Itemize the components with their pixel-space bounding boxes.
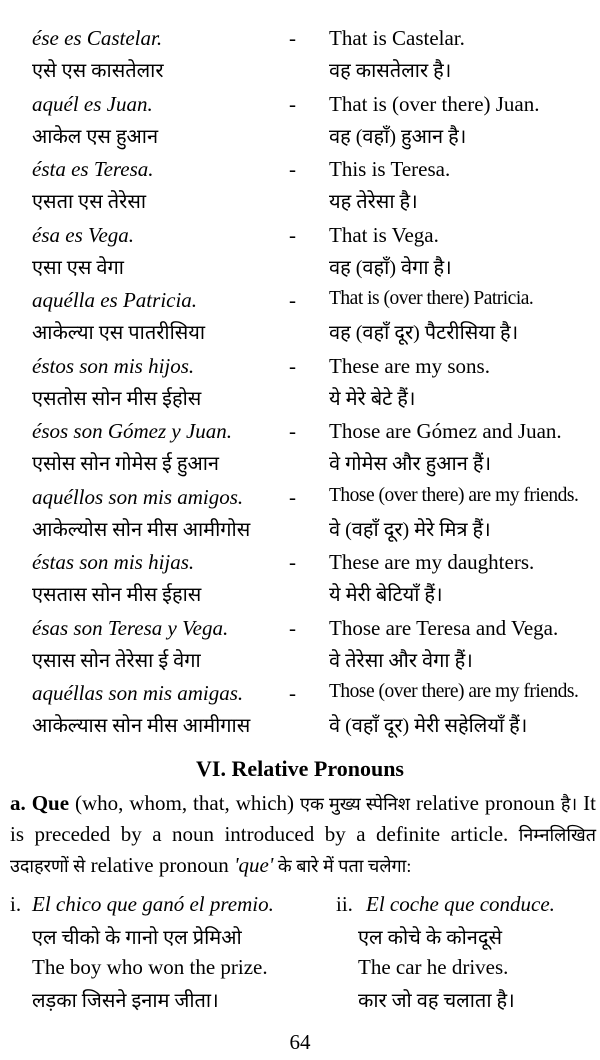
english-translation: These are my daughters. <box>329 550 535 574</box>
spanish-sentence: aquélla es Patricia. <box>32 288 198 312</box>
hindi-translation: वे गोमेस और हुआन हैं। <box>329 453 492 475</box>
hindi-transliteration: एसास सोन तेरेसा ई वेगा <box>32 649 201 672</box>
separator-dash: - <box>289 157 296 181</box>
spanish-sentence: ése es Castelar. <box>32 26 163 50</box>
para-text: relative pronoun <box>410 791 561 815</box>
para-hindi: एक मुख्य स्पेनिश <box>300 794 411 814</box>
spanish-sentence: ésas son Teresa y Vega. <box>32 615 229 640</box>
hindi-translation: वे (वहाँ दूर) मेरी सहेलियाँ हैं। <box>329 715 528 737</box>
separator-dash: - <box>289 26 296 50</box>
hindi-transliteration: एसे एस कासतेलार <box>32 60 164 82</box>
english-translation: Those are Gómez and Juan. <box>329 419 562 443</box>
hindi-translation: यह तेरेसा है। <box>329 191 418 213</box>
para-text: relative pronoun <box>85 853 235 877</box>
english-translation: These are my sons. <box>329 353 490 378</box>
hindi-transliteration: एसोस सोन गोमेस ई हुआन <box>32 453 219 475</box>
sentence-row <box>0 677 600 743</box>
english-translation: That is Castelar. <box>329 26 465 50</box>
english-translation: That is Vega. <box>329 222 439 247</box>
spanish-sentence: éstos son mis hijos. <box>32 353 195 378</box>
sentence-row <box>0 284 600 350</box>
example-ii-marker: ii. <box>336 892 353 916</box>
hindi-transliteration: आकेल्या एस पातरीसिया <box>32 322 206 344</box>
para-text: (who, whom, that, which) <box>69 791 300 815</box>
english-translation: This is Teresa. <box>329 157 451 181</box>
english-translation: Those are Teresa and Vega. <box>329 615 559 640</box>
example-ii-translit: एल कोचे के कोनदूसे <box>358 927 502 949</box>
sentence-row <box>0 546 600 612</box>
spanish-sentence: ésos son Gómez y Juan. <box>32 419 233 443</box>
sentence-row <box>0 219 600 285</box>
hindi-translation: वे (वहाँ दूर) मेरे मित्र हैं। <box>329 518 491 541</box>
separator-dash: - <box>289 484 296 509</box>
para-hindi: के बारे में पता चलेगा: <box>273 856 412 876</box>
sentence-row <box>0 153 600 219</box>
hindi-transliteration: आकेल्यास सोन मीस आमीगास <box>32 715 251 737</box>
para-text: It is preceded by a noun introduced by a definite article. <box>10 791 596 846</box>
hindi-transliteration: आकेल एस हुआन <box>32 125 159 148</box>
separator-dash: - <box>289 222 296 247</box>
para-hindi: है। <box>560 794 578 814</box>
english-translation: Those (over there) are my friends. <box>329 681 579 702</box>
para-que-term: 'que' <box>234 853 274 877</box>
separator-dash: - <box>289 91 296 116</box>
spanish-sentence: aquéllas son mis amigas. <box>32 681 244 705</box>
hindi-translation: वह (वहाँ दूर) पैटरीसिया है। <box>329 322 519 344</box>
hindi-translation: वह (वहाँ) वेगा है। <box>329 256 452 279</box>
example-i-marker: i. <box>10 892 22 916</box>
english-translation: That is (over there) Juan. <box>329 91 540 116</box>
hindi-transliteration: एसतास सोन मीस ईहास <box>32 584 202 606</box>
example-ii-english: The car he drives. <box>358 955 509 979</box>
hindi-transliteration: आकेल्योस सोन मीस आमीगोस <box>32 518 251 541</box>
spanish-sentence: aquéllos son mis amigos. <box>32 484 244 509</box>
english-translation: That is (over there) Patricia. <box>329 288 534 309</box>
separator-dash: - <box>289 550 296 574</box>
sentence-row <box>0 22 600 88</box>
separator-dash: - <box>289 288 296 312</box>
spanish-sentence: éstas son mis hijas. <box>32 550 195 574</box>
example-i-spanish: El chico que ganó el premio. <box>32 892 274 916</box>
hindi-transliteration: एसता एस तेरेसा <box>32 191 147 213</box>
que-label: a. Que <box>10 791 70 815</box>
hindi-translation: वे तेरेसा और वेगा हैं। <box>329 649 473 672</box>
separator-dash: - <box>289 353 296 378</box>
section-heading: VI. Relative Pronouns <box>196 756 404 781</box>
sentence-row <box>0 88 600 154</box>
separator-dash: - <box>289 419 296 443</box>
english-translation: Those (over there) are my friends. <box>329 484 579 506</box>
para-hindi: निम्नलिखित उदाहरणों से <box>10 825 596 876</box>
page-number: 64 <box>289 1030 311 1054</box>
separator-dash: - <box>289 615 296 640</box>
spanish-sentence: aquél es Juan. <box>32 91 153 116</box>
hindi-transliteration: एसा एस वेगा <box>32 256 124 279</box>
sentence-row <box>0 481 600 547</box>
hindi-transliteration: एसतोस सोन मीस ईहोस <box>32 387 202 410</box>
example-i-hindi: लड़का जिसने इनाम जीता। <box>32 990 219 1012</box>
sentence-row <box>0 350 600 416</box>
example-sentence-list <box>0 22 600 743</box>
example-ii-spanish: El coche que conduce. <box>366 892 555 916</box>
spanish-sentence: ésa es Vega. <box>32 222 135 247</box>
example-i-translit: एल चीको के गानो एल प्रेमिओ <box>32 927 242 949</box>
example-i-english: The boy who won the prize. <box>32 955 268 979</box>
spanish-sentence: ésta es Teresa. <box>32 157 154 181</box>
hindi-translation: वह (वहाँ) हुआन है। <box>329 125 467 148</box>
hindi-translation: वह कासतेलार है। <box>329 60 452 82</box>
hindi-translation: ये मेरी बेटियाँ हैं। <box>329 584 443 606</box>
example-ii-hindi: कार जो वह चलाता है। <box>358 990 515 1012</box>
separator-dash: - <box>289 681 296 705</box>
sentence-row <box>0 415 600 481</box>
hindi-translation: ये मेरे बेटे हैं। <box>329 387 416 410</box>
sentence-row <box>0 612 600 678</box>
intro-paragraph <box>10 788 596 881</box>
